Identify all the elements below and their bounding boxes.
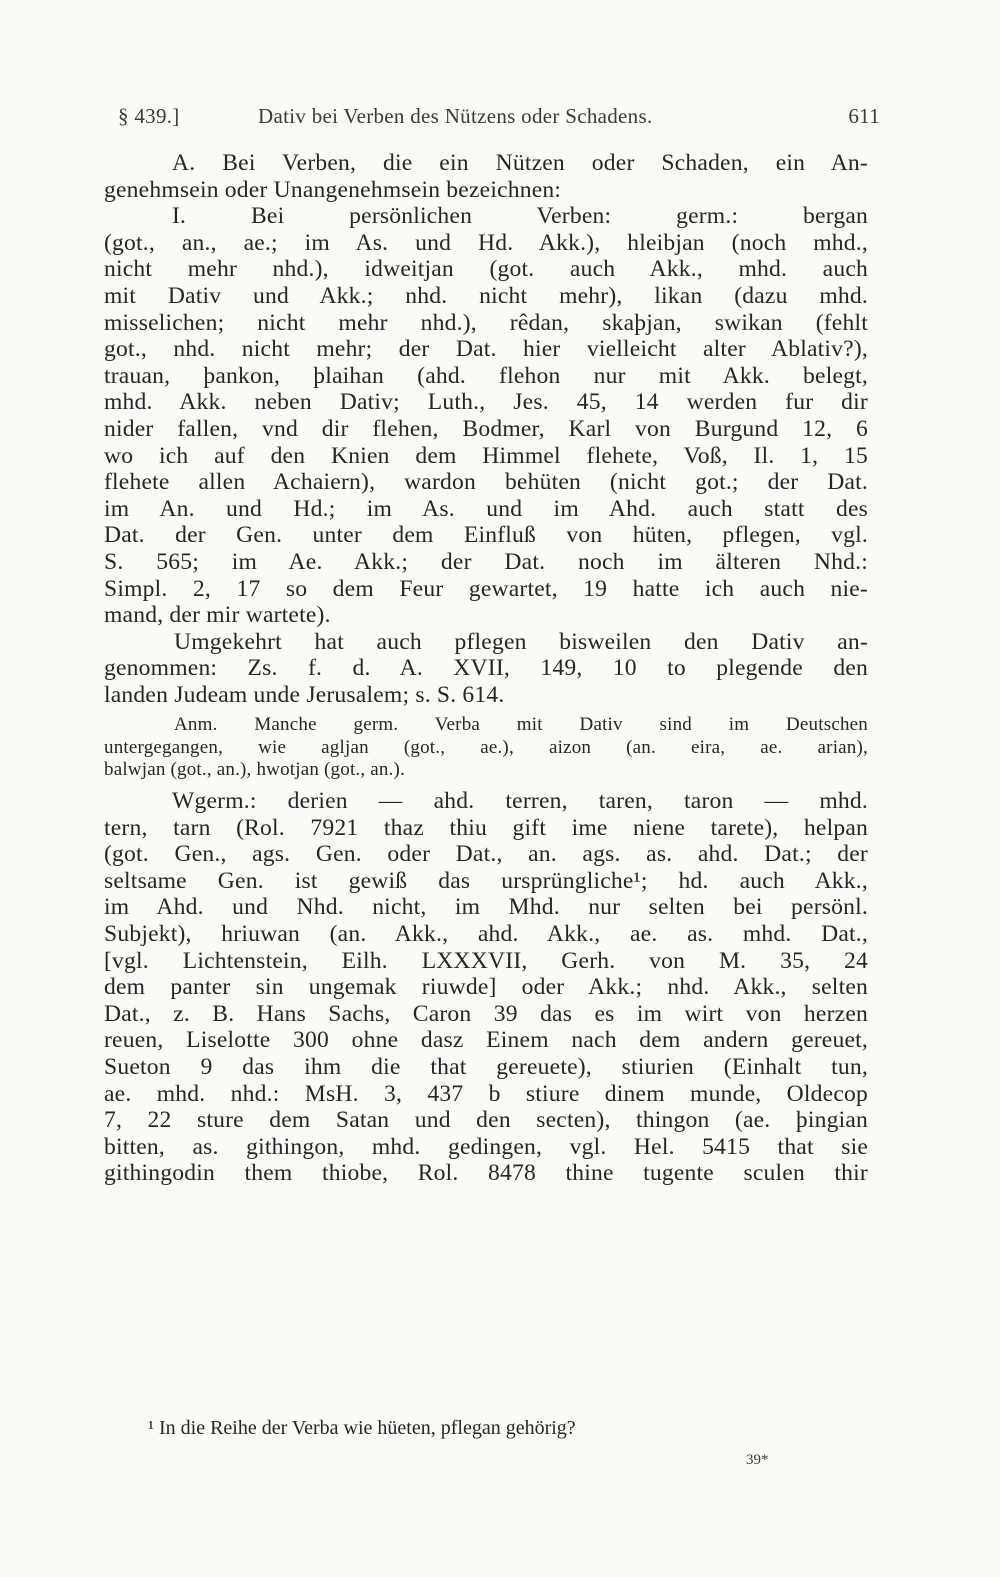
- footnote: ¹ In die Reihe der Verba wie hüeten, pflegan gehörig?: [148, 1417, 576, 1439]
- text-line: im An. und Hd.; im As. und im Ahd. auch statt des: [104, 495, 868, 522]
- text-line: githingodin them thiobe, Rol. 8478 thine tugente sculen thir: [104, 1160, 868, 1187]
- text-line: dem panter sin ungemak riuwde] oder Akk.; nhd. Akk., selten: [104, 974, 868, 1001]
- text-line: A. Bei Verben, die ein Nützen oder Schaden, ein An-: [172, 150, 868, 176]
- text-line: landen Judeam unde Jerusalem; s. S. 614.: [104, 681, 505, 708]
- text-line: Wgerm.: derien — ahd. terren, taren, taron — mhd.: [172, 787, 868, 814]
- page-number: 611: [848, 104, 880, 128]
- text-line: Sueton 9 das ihm die that gereuete), stiurien (Einhalt tun,: [104, 1053, 868, 1080]
- text-line: Dat. der Gen. unter dem Einfluß von hüten, pflegen, vgl.: [104, 522, 868, 549]
- annotation-block: [104, 714, 868, 782]
- annotation-line: Anm. Manche germ. Verba mit Dativ sind im Deutschen: [174, 714, 868, 736]
- text-line: mhd. Akk. neben Dativ; Luth., Jes. 45, 14 werden fur dir: [104, 389, 868, 416]
- text-line: flehete allen Achaiern), wardon behüten (nicht got.; der Dat.: [104, 469, 868, 496]
- annotation-line: untergegangen, wie agljan (got., ae.), aizon (an. eira, ae. arian),: [104, 736, 868, 758]
- text-line: ae. mhd. nhd.: MsH. 3, 437 b stiure dinem munde, Oldecop: [104, 1080, 868, 1107]
- text-line: tern, tarn (Rol. 7921 thaz thiu gift ime niene tarete), helpan: [104, 814, 868, 841]
- text-line: misselichen; nicht mehr nhd.), rêdan, skaþjan, swikan (fehlt: [104, 309, 868, 336]
- signature-mark: 39*: [746, 1452, 769, 1468]
- text-line: seltsame Gen. ist gewiß das ursprüngliche¹; hd. auch Akk.,: [104, 867, 868, 894]
- running-title: Dativ bei Verben des Nützens oder Schadens.: [258, 104, 653, 128]
- main-text: [104, 150, 868, 1187]
- text-line: [vgl. Lichtenstein, Eilh. LXXXVII, Gerh. von M. 35, 24: [104, 947, 868, 974]
- text-line: nicht mehr nhd.), idweitjan (got. auch Akk., mhd. auch: [104, 256, 868, 283]
- text-line: I. Bei persönlichen Verben: germ.: bergan: [172, 203, 868, 230]
- text-line: trauan, þankon, þlaihan (ahd. flehon nur mit Akk. belegt,: [104, 362, 868, 389]
- text-line: (got. Gen., ags. Gen. oder Dat., an. ags. as. ahd. Dat.; der: [104, 841, 868, 868]
- text-line: got., nhd. nicht mehr; der Dat. hier vielleicht alter Ablativ?),: [104, 336, 868, 363]
- text-line: im Ahd. und Nhd. nicht, im Mhd. nur selten bei persönl.: [104, 894, 868, 921]
- text-line: bitten, as. githingon, mhd. gedingen, vgl. Hel. 5415 that sie: [104, 1133, 868, 1160]
- text-line: Umgekehrt hat auch pflegen bisweilen den Dativ an-: [174, 628, 868, 655]
- text-line: genehmsein oder Unangenehmsein bezeichnen:: [104, 176, 562, 203]
- text-line: reuen, Liselotte 300 ohne dasz Einem nach dem andern gereuet,: [104, 1027, 868, 1054]
- text-line: genommen: Zs. f. d. A. XVII, 149, 10 to plegende den: [104, 655, 868, 682]
- text-line: mit Dativ und Akk.; nhd. nicht mehr), likan (dazu mhd.: [104, 282, 868, 309]
- text-line: nider fallen, vnd dir flehen, Bodmer, Karl von Burgund 12, 6: [104, 415, 868, 442]
- text-line: Subjekt), hriuwan (an. Akk., ahd. Akk., ae. as. mhd. Dat.,: [104, 920, 868, 947]
- text-line: Dat., z. B. Hans Sachs, Caron 39 das es im wirt von herzen: [104, 1000, 868, 1027]
- text-line: (got., an., ae.; im As. und Hd. Akk.), hleibjan (noch mhd.,: [104, 229, 868, 256]
- text-line: mand, der mir wartete).: [104, 602, 331, 629]
- annotation-line: balwjan (got., an.), hwotjan (got., an.).: [104, 759, 406, 781]
- section-marker: § 439.]: [118, 104, 180, 128]
- text-line: 7, 22 sture dem Satan und den secten), thingon (ae. þingian: [104, 1107, 868, 1134]
- text-line: wo ich auf den Knien dem Himmel flehete, Voß, Il. 1, 15: [104, 442, 868, 469]
- text-line: Simpl. 2, 17 so dem Feur gewartet, 19 hatte ich auch nie-: [104, 575, 868, 602]
- text-line: S. 565; im Ae. Akk.; der Dat. noch im älteren Nhd.:: [104, 548, 868, 575]
